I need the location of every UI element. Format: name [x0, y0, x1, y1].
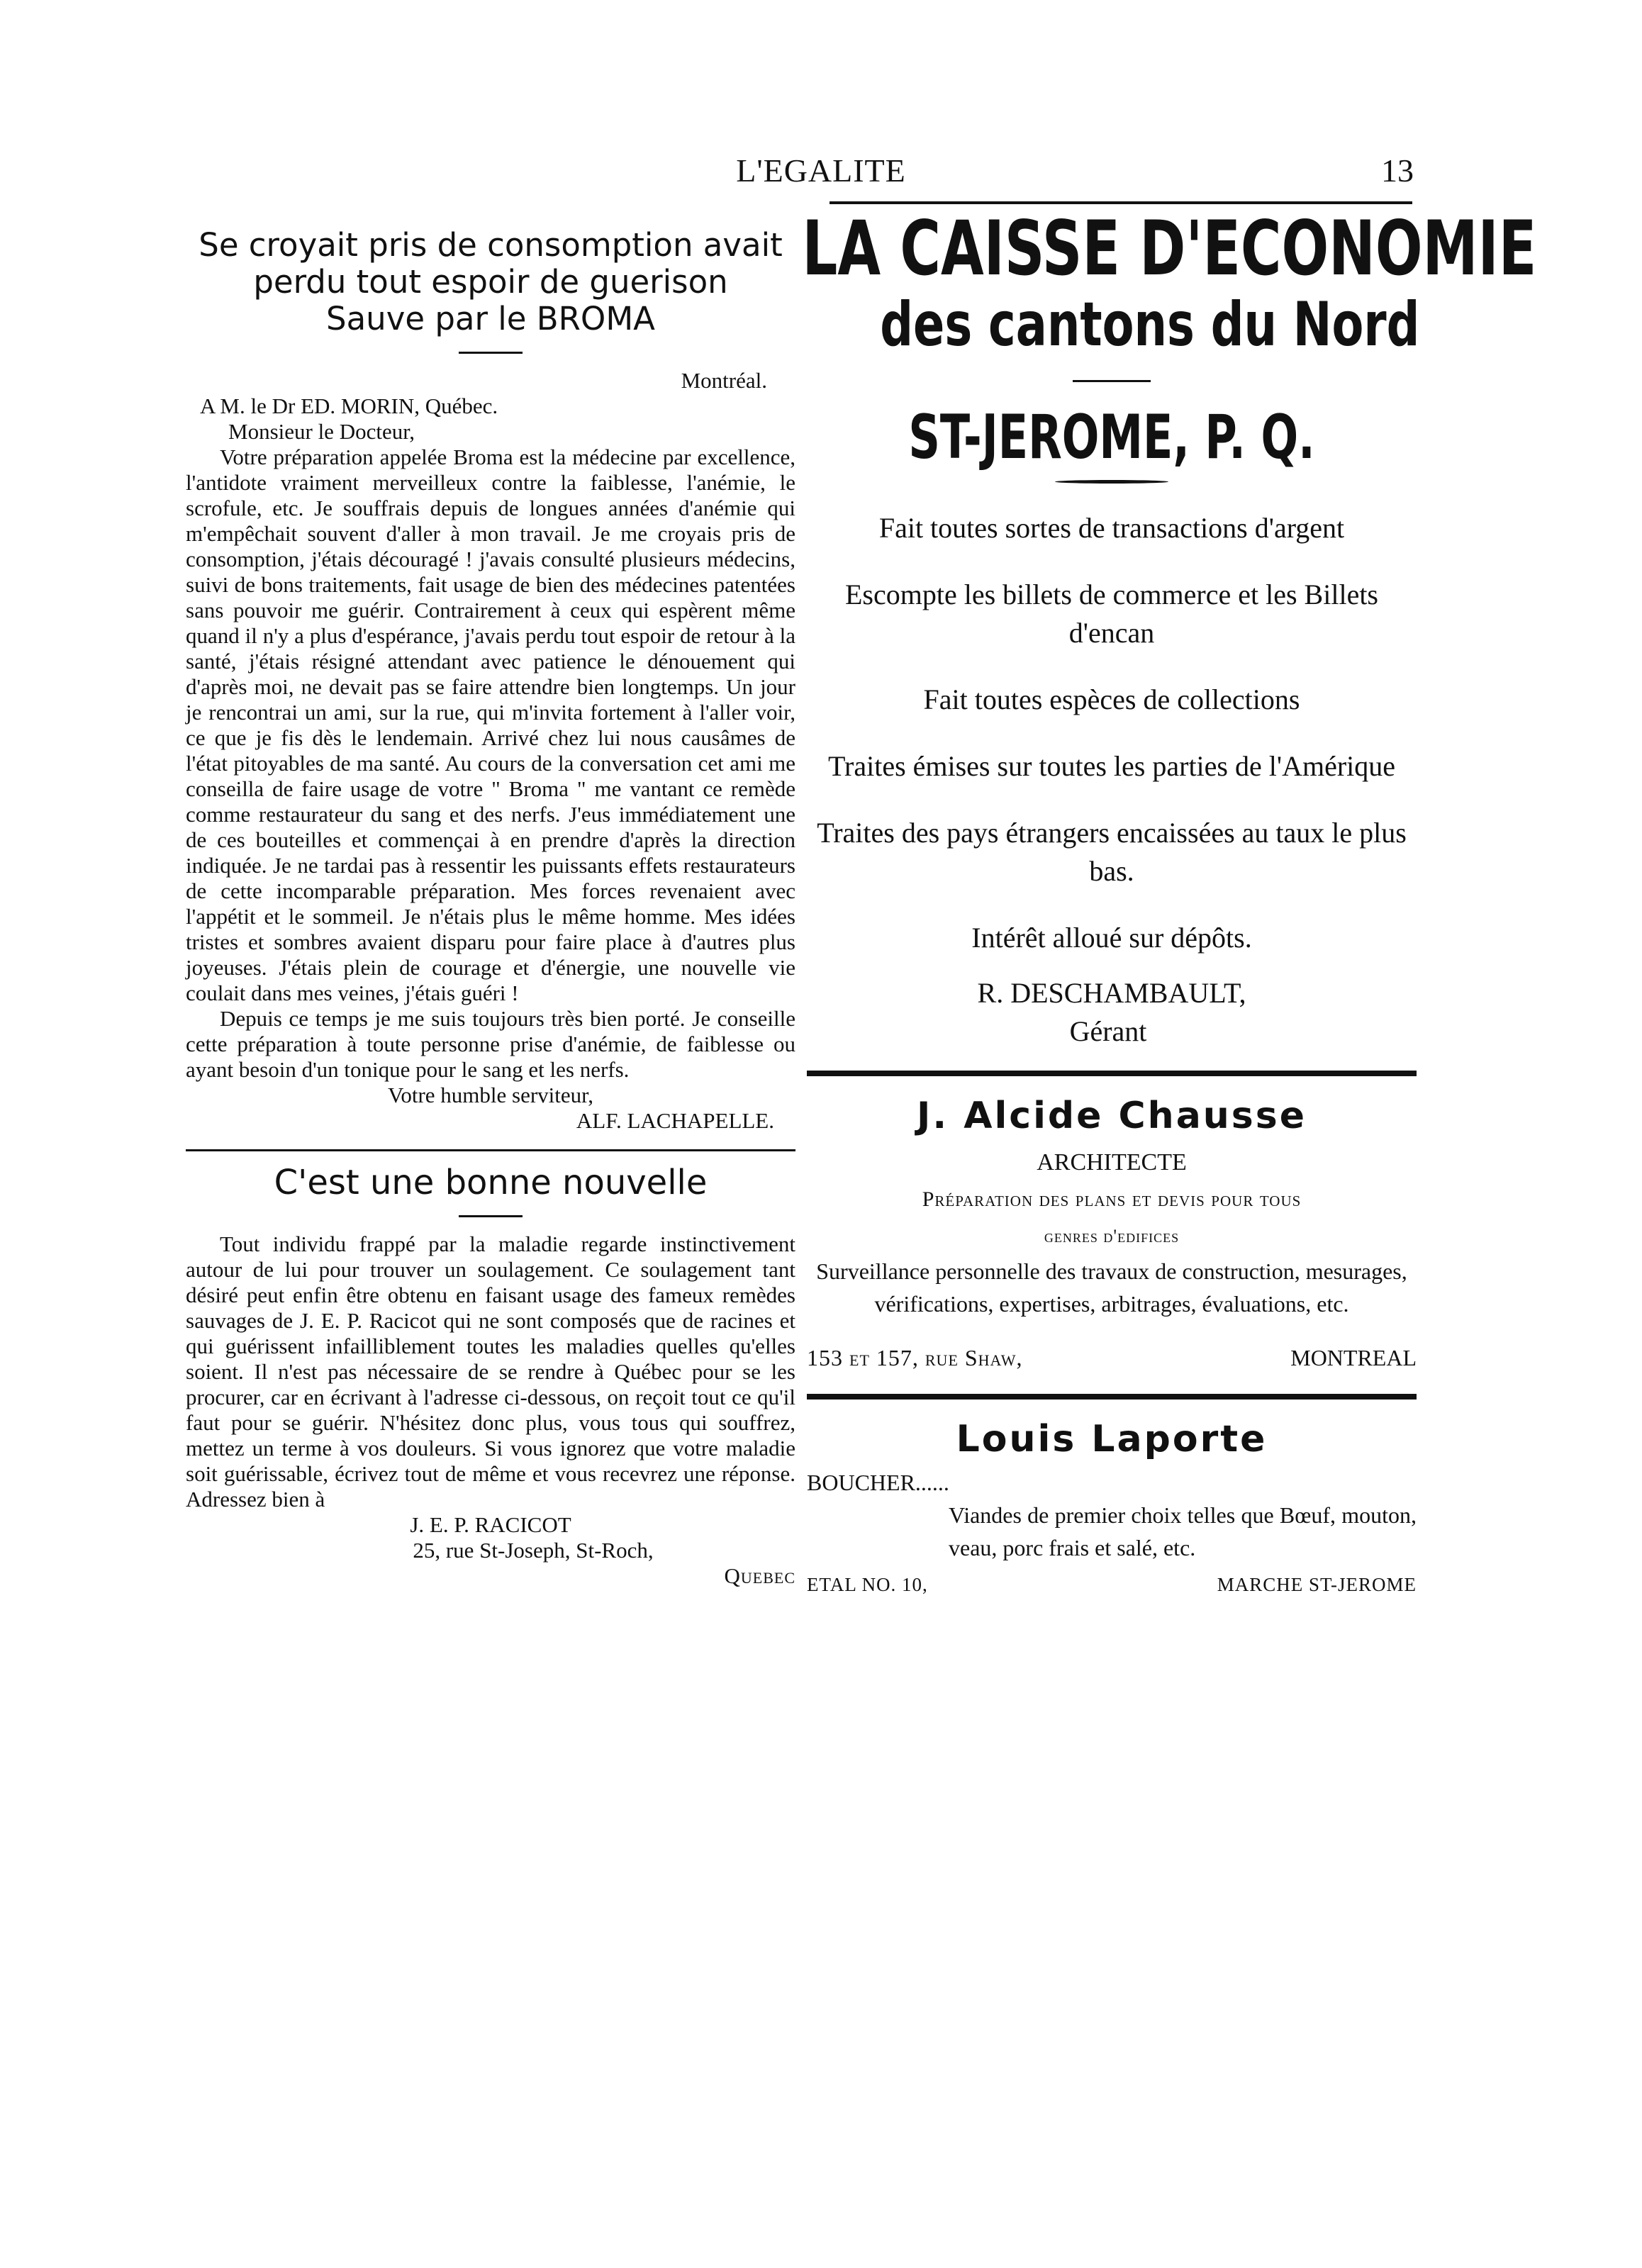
butcher-market: MARCHE ST-JEROME	[1217, 1574, 1417, 1595]
story2-body	[186, 1231, 795, 1589]
bank-service: Escompte les billets de commerce et les Billets d'encan	[844, 579, 1378, 649]
butcher-name: Louis Laporte	[956, 1418, 1268, 1460]
story2-city: Quebec	[724, 1563, 795, 1588]
architect-profession: ARCHITECTE	[1037, 1149, 1187, 1175]
ad-separator	[807, 1394, 1417, 1400]
architect-ad	[807, 1095, 1417, 1374]
bank-manager-title: Gérant	[1069, 1015, 1147, 1047]
story1-paragraph: Votre préparation appelée Broma est la médecine par excellence, l'antidote vraiment merveilleux contre la faiblesse, l'anémie, le scrofule, etc. Je souffrais depuis de longues années d'anémie qui m'empêchait souvent d'aller à mon travail. Je me croyais pris de consomption, j'étais découragé ! j'avais consulté plusieurs médecins, suivi de bons traitements, fait usage de bien des médecines patentées sans pouvoir me guérir. Contrairement à ceux qui espèrent même quand il n'y a plus d'espérance, j'avais perdu tout espoir de retour à la santé, j'étais résigné attendant avec patience le dénouement qui d'après moi, ne devait pas se faire attendre bien longtemps. Un jour je rencontrai un ami, sur la rue, qui m'invita fortement à l'aller voir, ce que je fis dès le lendemain. Arrivé chez lui nous causâmes de l'état pitoyables de ma santé. Au cours de la conversation cet ami me conseilla de faire usage de votre " Broma " me vantant ce remède comme restaurateur du sang et des nerfs. J'eus immédiatement une de ces bouteilles et commençai à en prendre d'après la direction indiquée. Je ne tardai pas à ressentir les puissants effets restaurateurs de cette incomparable préparation. Mes forces revenaient avec l'appétit et le sommeil. Je n'étais plus le même homme. Mes idées tristes et sombres avaient disparu pour faire place à d'autres plus joyeuses. J'étais plein de courage et d'énergie, une nouvelle vie coulait dans mes veines, j'étais guéri !	[186, 445, 795, 1005]
story1-headline-line: Sauve par le BROMA	[326, 300, 655, 337]
story1-salutation: Monsieur le Docteur,	[228, 419, 415, 444]
left-column	[186, 227, 795, 1589]
bank-town: ST-JEROME, P. Q.	[908, 402, 1315, 473]
bank-service: Fait toutes espèces de collections	[923, 683, 1300, 715]
bank-subtitle: des cantons du Nord	[880, 289, 1420, 360]
story1-address: A M. le Dr ED. MORIN, Québec.	[200, 393, 498, 418]
story2-name: J. E. P. RACICOT	[410, 1512, 571, 1537]
divider-dash	[459, 352, 523, 354]
divider-dash	[459, 1215, 523, 1217]
story1-headline-line: Se croyait pris de consomption avait	[199, 226, 783, 264]
architect-name: J. Alcide Chausse	[917, 1095, 1307, 1137]
architect-address: 153 et 157, rue Shaw,	[807, 1345, 1023, 1370]
butcher-footer-row	[807, 1568, 1417, 1601]
story1-signature: ALF. LACHAPELLE.	[576, 1108, 774, 1133]
architect-address-row	[807, 1341, 1417, 1374]
story1-closing: Votre humble serviteur,	[387, 1083, 594, 1107]
ad-separator	[807, 1071, 1417, 1076]
header-rule	[830, 201, 1412, 204]
page-header-title: L'EGALITE	[736, 152, 906, 189]
page-number: 13	[1381, 152, 1414, 189]
butcher-ad	[807, 1418, 1417, 1601]
butcher-trade: BOUCHER......	[807, 1470, 949, 1495]
architect-description: Surveillance personnelle des travaux de construction, mesurages, vérifications, expertises, arbitrages, évaluations, etc.	[816, 1258, 1407, 1317]
story1-place: Montréal.	[681, 368, 767, 393]
butcher-stall: ETAL NO. 10,	[807, 1574, 928, 1595]
story2-headline: C'est une bonne nouvelle	[274, 1163, 708, 1202]
bank-service: Traites émises sur toutes les parties de l'Amérique	[827, 750, 1396, 782]
butcher-description: Viandes de premier choix telles que Bœuf, mouton, veau, porc frais et salé, etc.	[949, 1502, 1417, 1560]
architect-line: Préparation des plans et devis pour tous	[922, 1188, 1302, 1211]
story1-paragraph: Depuis ce temps je me suis toujours très bien porté. Je conseille cette préparation à toute personne prise d'anémie, de faiblesse ou ayant besoin d'un tonique pour le sang et les nerfs.	[186, 1006, 795, 1082]
story1-headline-line: perdu tout espoir de guerison	[253, 263, 728, 301]
bank-manager-name: R. DESCHAMBAULT,	[977, 977, 1246, 1009]
bank-title: LA CAISSE D'ECONOMIE	[802, 205, 1537, 292]
architect-city: MONTREAL	[1290, 1345, 1417, 1370]
divider-dash	[1055, 480, 1168, 484]
bank-service: Traites des pays étrangers encaissées au taux le plus bas.	[817, 817, 1407, 887]
architect-line: genres d'edifices	[1044, 1226, 1180, 1246]
bank-service: Intérêt alloué sur dépôts.	[971, 922, 1252, 954]
story1-body	[186, 368, 795, 1134]
story2-paragraph: Tout individu frappé par la maladie regarde instinctivement autour de lui pour trouver un soulagement. Ce soulagement tant désiré peut enfin être obtenu en faisant usage des fameux remèdes sauvages de J. E. P. Racicot qui ne sont composés que de racines et qui guérissent infailliblement toutes les maladies quelles qu'elles soient. Il n'est pas nécessaire de se rendre à Québec pour se les procurer, car en écrivant à l'adresse ci-dessous, on reçoit tout ce qu'il faut pour se guérir. N'hésitez donc plus, vous tous qui souffrez, mettez un terme à vos douleurs. Si vous ignorez que votre maladie soit guérissable, écrivez tout de même et vous recevrez une réponse. Adressez bien à	[186, 1231, 795, 1512]
story2-street: 25, rue St-Joseph, St-Roch,	[413, 1538, 654, 1563]
bank-service: Fait toutes sortes de transactions d'argent	[878, 512, 1345, 544]
story1-headline	[186, 227, 795, 337]
divider-dash	[1073, 380, 1151, 382]
bank-ad	[802, 205, 1537, 1051]
right-column	[802, 205, 1537, 1601]
column-rule	[186, 1149, 795, 1151]
